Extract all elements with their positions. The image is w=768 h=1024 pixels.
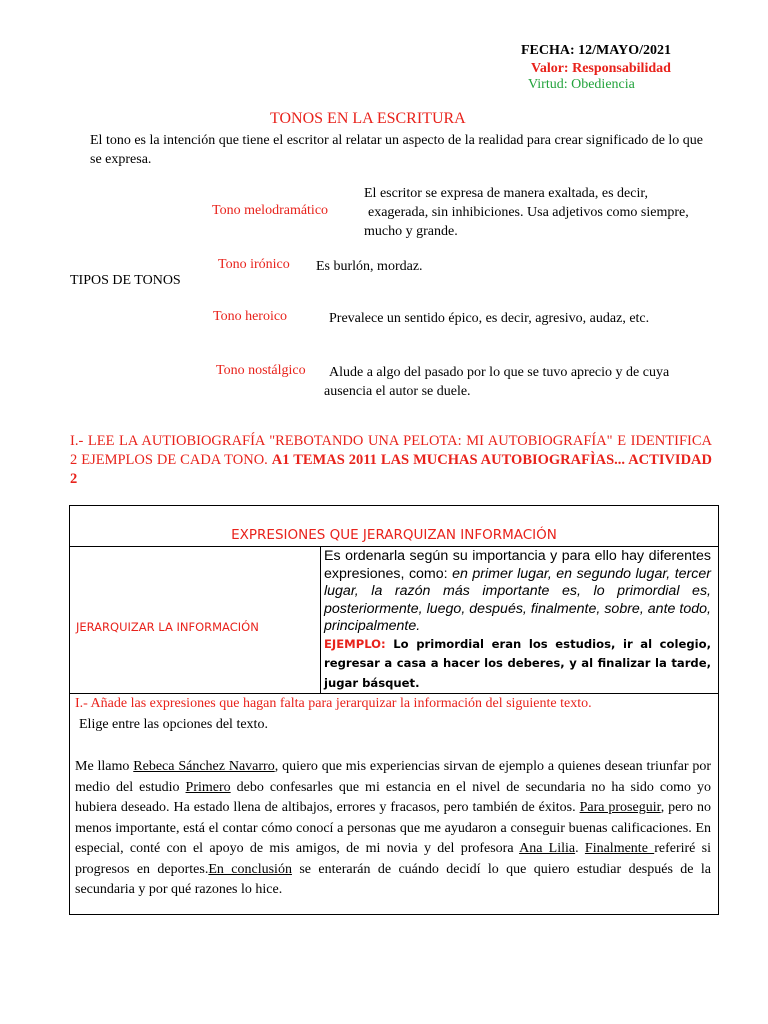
tone-desc-ironic: Es burlón, mordaz.	[316, 259, 423, 274]
tone-name-ironic: Tono irónico	[218, 257, 290, 272]
concept-label: JERARQUIZAR LA INFORMACIÓN	[76, 620, 259, 634]
virtue-label: Virtud: Obediencia	[528, 77, 635, 92]
activity-instruction	[70, 432, 712, 489]
definition-text: Es ordenarla según su importancia y para ello hay diferentes expresiones, como:	[324, 548, 711, 582]
story-paragraph: Me llamo Rebeca Sánchez Navarro, quiero que mis experiencias sirvan de ejemplo a quienes desean triunfar por medio del estudio Primero debo confesarles que mi estancia en el nivel de secundaria no ha sido como yo hubiera deseado. Ha estado llena de altibajos, errores y fracasos, pero también de éxitos. Para proseguir, pero no menos importante, está el contar cómo conocí a personas que me ayudaron a conseguir buenas calificaciones. En especial, conté con el apoyo de mis amigos, de mi novia y del profesora Ana Lilia. Finalmente referiré si progresos en deportes.En conclusión se enterarán de cuándo decidí lo que quiero estudiar después de la secundaria y por qué razones lo hice.	[75, 759, 712, 897]
date-label: FECHA: 12/MAYO/2021	[521, 43, 671, 58]
table-left-cell	[70, 546, 321, 693]
instruction-text: I.- LEE LA AUTIOBIOGRAFÍA "REBOTANDO UNA PELOTA: MI AUTOBIOGRAFÍA" E IDENTIFICA 2 EJEMPLOS DE CADA TONO.	[70, 433, 712, 468]
underlined-name: Ana Lilia	[519, 841, 576, 856]
page-title: TONOS EN LA ESCRITURA	[270, 110, 466, 127]
tone-name-melodramatic: Tono melodramático	[212, 203, 329, 218]
underlined-expression: En conclusión	[208, 861, 292, 877]
definition-cell	[324, 548, 711, 693]
tone-name-nostalgic: Tono nostálgico	[216, 363, 306, 378]
expressions-list: en primer lugar, en segundo lugar, tercer lugar, la razón más importante es, lo primordial es, posteriormente, luego, después, finalmente, sobre, ante todo, principalmente.	[324, 565, 711, 634]
underlined-expression: Finalmente	[584, 841, 655, 856]
tone-desc-line: El escritor se expresa de manera exaltada, es decir,	[364, 186, 648, 201]
tone-desc-line: Alude a algo del pasado por lo que se tuvo aprecio y de cuya	[329, 365, 670, 380]
tone-desc-line: exagerada, sin inhibiciones. Usa adjetivos como siempre,	[368, 205, 689, 220]
example-label: EJEMPLO:	[324, 636, 386, 651]
tone-desc-line: ausencia el autor se duele.	[324, 384, 471, 399]
exercise-title: I.- Añade las expresiones que hagan falta para jerarquizar la información del siguiente texto.	[75, 696, 592, 711]
tone-desc-nostalgic	[324, 363, 669, 401]
tone-desc-heroic: Prevalece un sentido épico, es decir, agresivo, audaz, etc.	[329, 311, 650, 326]
hierarchy-expressions-table	[69, 505, 719, 915]
example-text	[324, 635, 711, 694]
tone-name-heroic: Tono heroico	[213, 309, 288, 324]
table-heading-row	[70, 506, 718, 547]
table-heading: EXPRESIONES QUE JERARQUIZAN INFORMACIÓN	[231, 527, 557, 543]
table-definition-row	[70, 546, 718, 694]
underlined-expression: Primero	[185, 779, 231, 795]
underlined-expression: Para proseguir	[579, 800, 661, 815]
exercise-cell	[75, 694, 711, 901]
tone-types-label: TIPOS DE TONOS	[70, 273, 181, 288]
tone-desc-melodramatic	[364, 184, 689, 241]
value-label: Valor: Responsabilidad	[531, 61, 671, 76]
instruction-activity-ref: A1 TEMAS 2011 LAS MUCHAS AUTOBIOGRAFÌAS... ACTIVIDAD 2	[70, 452, 712, 487]
underlined-name: Rebeca Sánchez Navarro	[133, 759, 275, 774]
example-sentence: Lo primordial eran los estudios, ir al colegio, regresar a casa a hacer los deberes, y al finalizar la tarde, jugar básquet.	[324, 636, 711, 690]
exercise-subtitle: Elige entre las opciones del texto.	[79, 716, 268, 732]
tone-desc-line: mucho y grande.	[364, 224, 458, 239]
intro-paragraph: El tono es la intención que tiene el escritor al relatar un aspecto de la realidad para crear significado de lo que se expresa.	[90, 133, 704, 167]
